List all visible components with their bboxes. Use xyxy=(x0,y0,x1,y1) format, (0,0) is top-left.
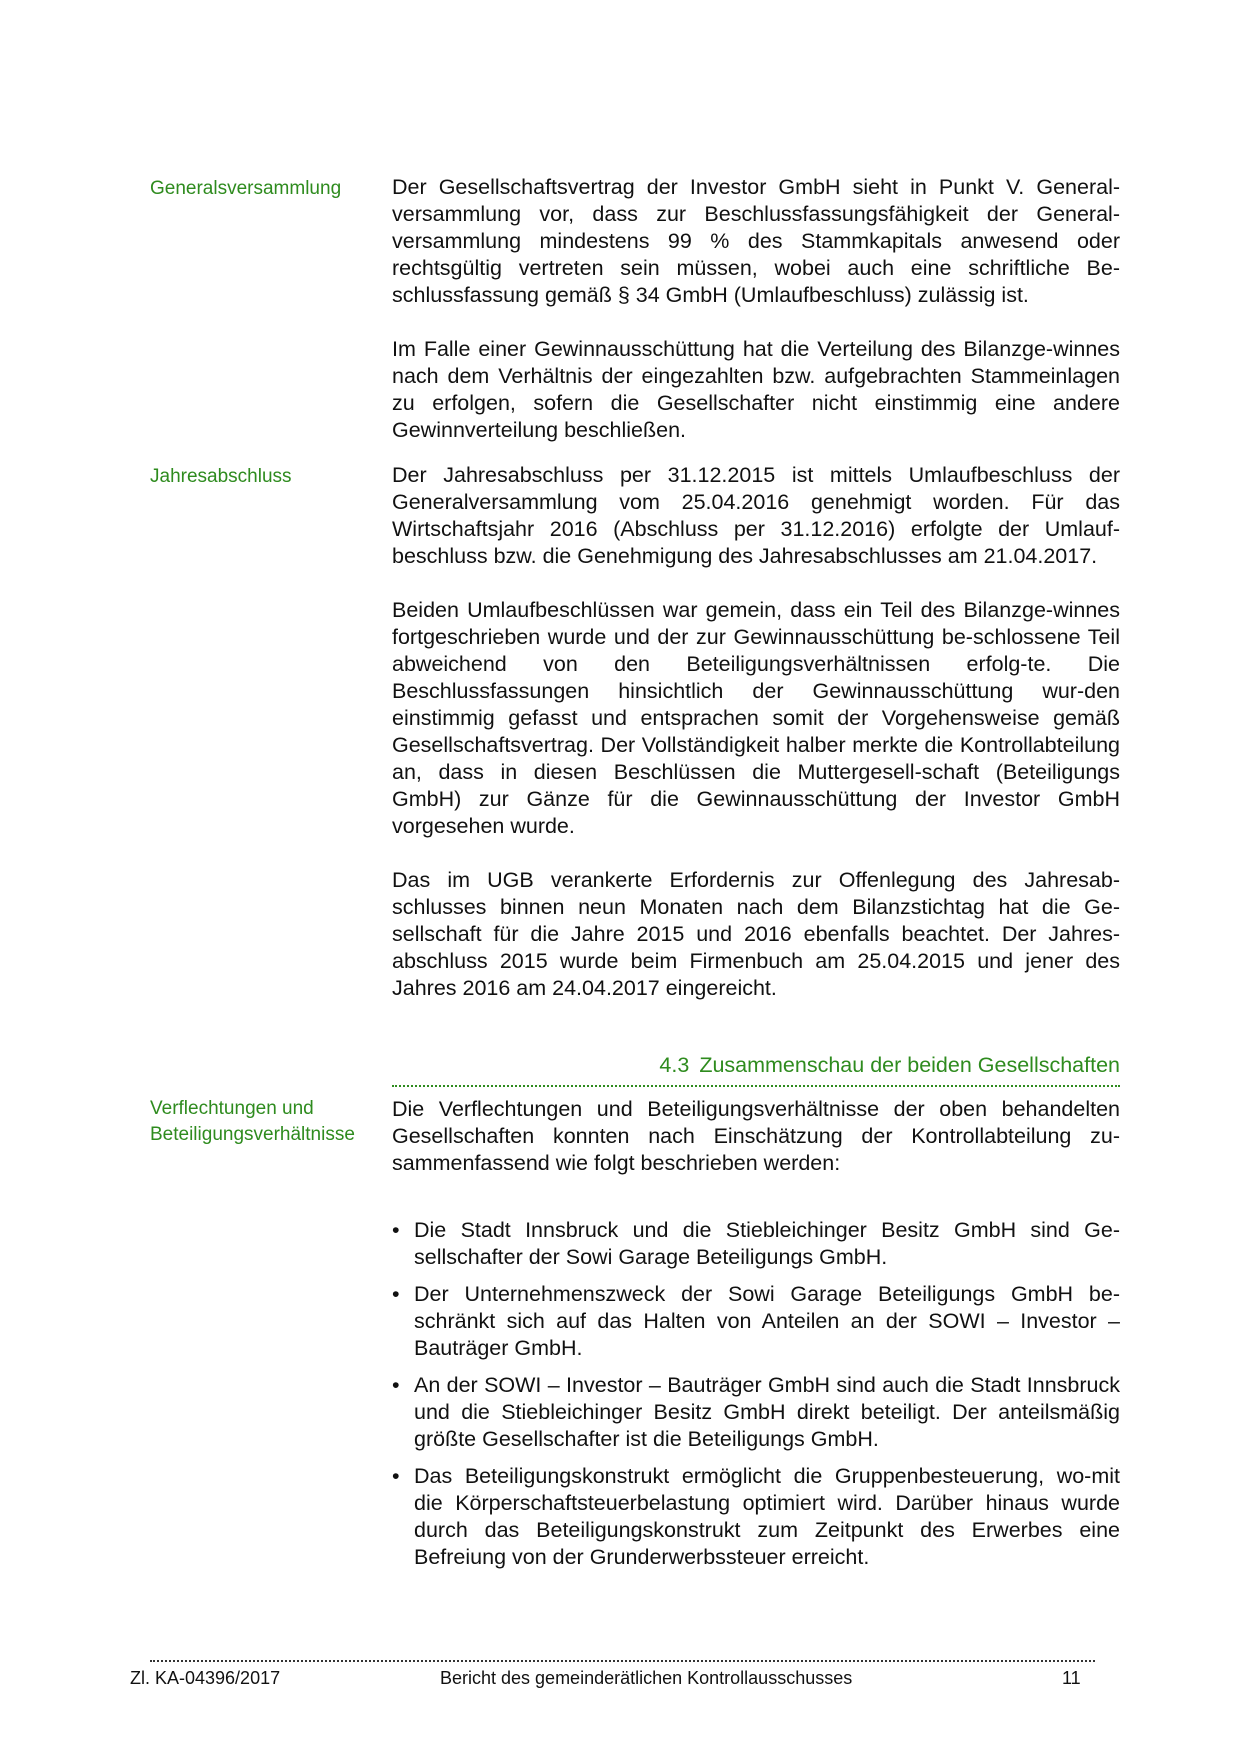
list-item-text: An der SOWI – Investor – Bauträger GmbH sind auch die Stadt Innsbruck und die Stiebleichinger Besitz GmbH direkt beteiligt. Der anteilsmäßig größte Gesellschafter ist die Beteiligungs GmbH. xyxy=(414,1373,1120,1451)
paragraph: Die Verflechtungen und Beteiligungsverhältnisse der oben behandelten Gesellschaften konnten nach Einschätzung der Kontrollabteilung zu-sammenfassend wie folgt beschrieben werden: xyxy=(392,1097,1120,1175)
margin-label-line: Beteiligungsverhältnisse xyxy=(150,1124,355,1145)
bullet-list xyxy=(392,1217,1120,1581)
paragraph: Beiden Umlaufbeschlüssen war gemein, dass ein Teil des Bilanzge-winnes fortgeschrieben wurde und der zur Gewinnausschüttung be-schlossene Teil abweichend von den Beteiligungsverhältnissen erfolg-te. Die Beschlussfassungen hinsichtlich der Gewinnausschüttung wur-den einstimmig gefasst und entsprachen somit der Vorgehensweise gemäß Gesellschaftsvertrag. Der Vollständigkeit halber merkte die Kontrollabteilung an, dass in diesen Beschlüssen die Muttergesell-schaft (Beteiligungs GmbH) zur Gänze für die Gewinnausschüttung der Investor GmbH vorgesehen wurde. xyxy=(392,598,1120,838)
bullet-icon: • xyxy=(392,1282,400,1306)
bullet-icon: • xyxy=(392,1373,400,1397)
section-title: Zusammenschau der beiden Gesellschaften xyxy=(699,1053,1120,1077)
margin-label-verflechtungen xyxy=(150,1096,380,1148)
margin-label-generalsversammlung: Generalsversammlung xyxy=(150,178,342,199)
footer-reference: Zl. KA-04396/2017 xyxy=(130,1668,281,1688)
list-item-text: Der Unternehmenszweck der Sowi Garage Beteiligungs GmbH be-schränkt sich auf das Halten von Anteilen an der SOWI – Investor – Bauträger GmbH. xyxy=(414,1282,1120,1360)
list-item-text: Die Stadt Innsbruck und die Stiebleichinger Besitz GmbH sind Ge-sellschafter der Sowi Garage Beteiligungs GmbH. xyxy=(414,1218,1120,1269)
paragraph: Im Falle einer Gewinnausschüttung hat die Verteilung des Bilanzge-winnes nach dem Verhältnis der eingezahlten bzw. aufgebrachten Stammeinlagen zu erfolgen, sofern die Gesellschafter nicht einstimmig eine andere Gewinnverteilung beschließen. xyxy=(392,337,1120,442)
list-item-text: Das Beteiligungskonstrukt ermöglicht die Gruppenbesteuerung, wo-mit die Körperschaftsteuerbelastung optimiert wird. Darüber hinaus wurde durch das Beteiligungskonstrukt zum Zeitpunkt des Erwerbes eine Befreiung von der Grunderwerbssteuer erreicht. xyxy=(414,1464,1120,1569)
section-jahresabschluss xyxy=(392,462,1120,1002)
bullet-icon: • xyxy=(392,1218,400,1242)
section-generalsversammlung xyxy=(392,174,1120,444)
list-item xyxy=(392,1217,1120,1271)
paragraph: Der Jahresabschluss per 31.12.2015 ist mittels Umlaufbeschluss der Generalversammlung vom 25.04.2016 genehmigt worden. Für das Wirtschaftsjahr 2016 (Abschluss per 31.12.2016) erfolgte der Umlauf-beschluss bzw. die Genehmigung des Jahresabschlusses am 21.04.2017. xyxy=(392,463,1120,568)
list-item xyxy=(392,1281,1120,1362)
footer-divider xyxy=(150,1660,1095,1662)
paragraph: Das im UGB verankerte Erfordernis zur Offenlegung des Jahresab-schlusses binnen neun Monaten nach dem Bilanzstichtag hat die Ge-sellschaft für die Jahre 2015 und 2016 ebenfalls beachtet. Der Jahres-abschluss 2015 wurde beim Firmenbuch am 25.04.2015 und jener des Jahres 2016 am 24.04.2017 eingereicht. xyxy=(392,868,1120,1000)
list-item xyxy=(392,1372,1120,1453)
section-heading xyxy=(392,1052,1120,1087)
paragraph: Der Gesellschaftsvertrag der Investor GmbH sieht in Punkt V. General-versammlung vor, dass zur Beschlussfassungsfähigkeit der General-versammlung mindestens 99 % des Stammkapitals anwesend oder rechtsgültig vertreten sein müssen, wobei auch eine schriftliche Be-schlussfassung gemäß § 34 GmbH (Umlaufbeschluss) zulässig ist. xyxy=(392,175,1120,307)
margin-label-jahresabschluss: Jahresabschluss xyxy=(150,466,292,487)
margin-label-line: Verflechtungen und xyxy=(150,1098,314,1119)
list-item xyxy=(392,1463,1120,1571)
page-number: 11 xyxy=(1062,1668,1081,1688)
footer-title: Bericht des gemeinderätlichen Kontrollausschusses xyxy=(440,1668,853,1688)
bullet-icon: • xyxy=(392,1464,400,1488)
section-number: 4.3 xyxy=(659,1053,690,1077)
section-verflechtungen xyxy=(392,1096,1120,1177)
